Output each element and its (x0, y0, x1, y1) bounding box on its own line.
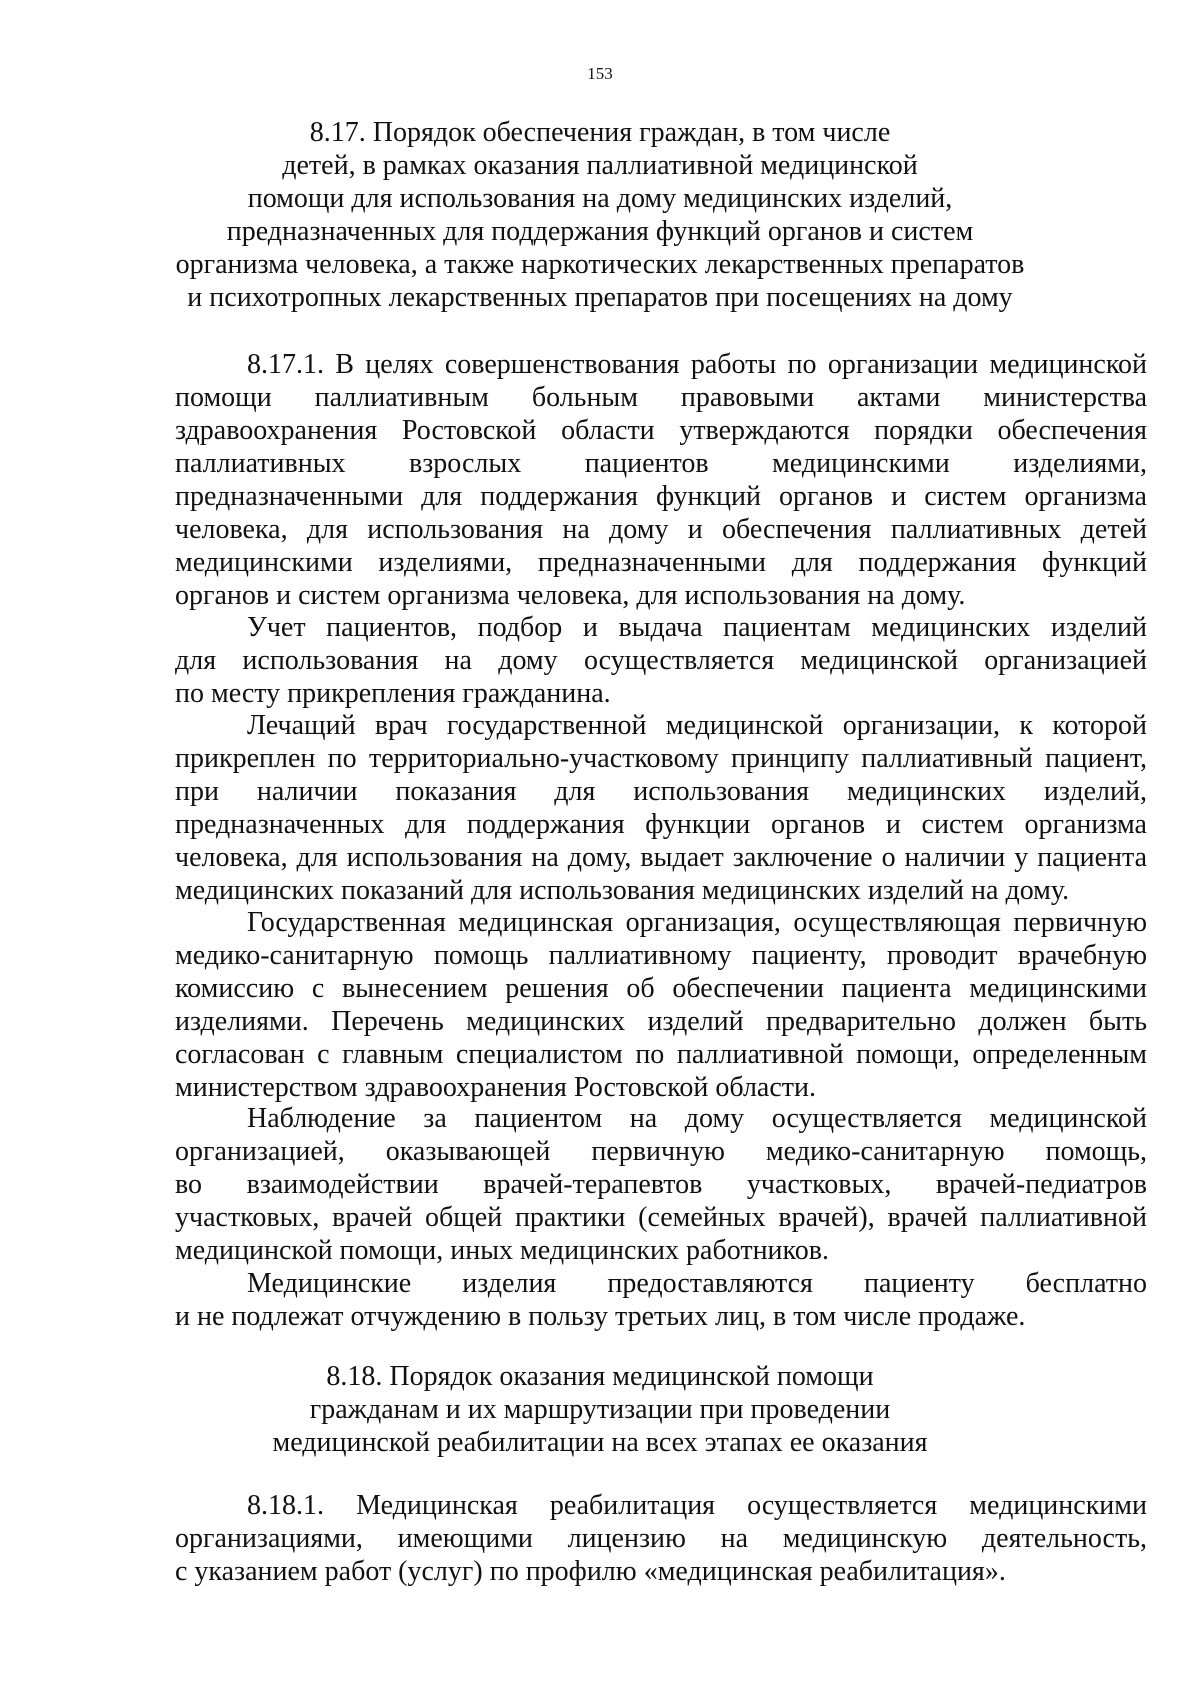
text-line: организацией, оказывающей первичную медико-санитарную помощь, (175, 1136, 1147, 1167)
text-line: Наблюдение за пациентом на дому осуществляется медицинской (247, 1103, 1147, 1134)
text-line: участковых, врачей общей практики (семейных врачей), врачей паллиативной (175, 1202, 1147, 1233)
text-line: медицинскими изделиями, предназначенными для поддержания функций (175, 547, 1147, 578)
text-line: помощи паллиативным больным правовыми актами министерства (175, 382, 1147, 413)
text-line: Учет пациентов, подбор и выдача пациентам медицинских изделий (247, 612, 1147, 643)
paragraph-home-monitoring (175, 1102, 1147, 1267)
text-line: медицинской помощи, иных медицинских работников. (175, 1235, 829, 1266)
text-line: по месту прикрепления гражданина. (175, 678, 611, 709)
text-line: медико-санитарную помощь паллиативному пациенту, проводит врачебную (175, 940, 1147, 971)
paragraph-free-of-charge (175, 1267, 1147, 1333)
heading-line: медицинской реабилитации на всех этапах ее оказания (272, 1427, 928, 1458)
text-line: предназначенными для поддержания функций органов и систем организма (175, 481, 1147, 512)
text-line: медицинских показаний для использования медицинских изделий на дому. (175, 875, 1070, 906)
text-line: Государственная медицинская организация, осуществляющая первичную (247, 907, 1147, 938)
text-line: человека, для использования на дому, выдает заключение о наличии у пациента (175, 842, 1147, 873)
paragraph-8-17-1 (175, 348, 1147, 612)
heading-line: 8.17. Порядок обеспечения граждан, в том числе (309, 117, 891, 148)
heading-line: 8.18. Порядок оказания медицинской помощи (326, 1361, 874, 1392)
text-line: паллиативных взрослых пациентов медицинскими изделиями, (175, 448, 1147, 479)
text-line: министерством здравоохранения Ростовской области. (175, 1072, 817, 1103)
heading-line: гражданам и их маршрутизации при проведении (309, 1394, 891, 1425)
page-number: 153 (587, 64, 613, 83)
heading-line: организма человека, а также наркотических лекарственных препаратов (175, 249, 1025, 280)
section-8-18-heading (0, 1360, 1200, 1459)
heading-line: и психотропных лекарственных препаратов при посещениях на дому (187, 282, 1013, 313)
text-line: предназначенных для поддержания функции органов и систем организма (175, 809, 1147, 840)
text-line: человека, для использования на дому и обеспечения паллиативных детей (175, 514, 1147, 545)
heading-line: детей, в рамках оказания паллиативной медицинской (282, 150, 918, 181)
text-line: 8.18.1. Медицинская реабилитация осуществляется медицинскими (247, 1490, 1147, 1521)
paragraph-8-18-1 (175, 1489, 1147, 1588)
text-line: 8.17.1. В целях совершенствования работы по организации медицинской (247, 349, 1147, 380)
paragraph-attending-physician (175, 709, 1147, 907)
paragraph-medical-commission (175, 906, 1147, 1104)
text-line: с указанием работ (услуг) по профилю «медицинская реабилитация». (175, 1556, 1006, 1587)
text-line: комиссию с вынесением решения об обеспечении пациента медицинскими (175, 973, 1147, 1004)
text-line: организациями, имеющими лицензию на медицинскую деятельность, (175, 1523, 1147, 1554)
text-line: для использования на дому осуществляется медицинской организацией (175, 645, 1147, 676)
heading-line: предназначенных для поддержания функций органов и систем (226, 216, 974, 247)
text-line: здравоохранения Ростовской области утверждаются порядки обеспечения (175, 415, 1147, 446)
text-line: Медицинские изделия предоставляются пациенту бесплатно (247, 1268, 1147, 1299)
text-line: и не подлежат отчуждению в пользу третьих лиц, в том числе продаже. (175, 1301, 1026, 1332)
text-line: согласован с главным специалистом по паллиативной помощи, определенным (175, 1039, 1147, 1070)
text-line: органов и систем организма человека, для использования на дому. (175, 580, 966, 611)
text-line: изделиями. Перечень медицинских изделий предварительно должен быть (175, 1006, 1147, 1037)
text-line: прикреплен по территориально-участковому принципу паллиативный пациент, (175, 743, 1147, 774)
text-line: Лечащий врач государственной медицинской организации, к которой (247, 710, 1147, 741)
text-line: при наличии показания для использования медицинских изделий, (175, 776, 1147, 807)
heading-line: помощи для использования на дому медицинских изделий, (247, 183, 953, 214)
section-8-17-heading (0, 116, 1200, 314)
text-line: во взаимодействии врачей-терапевтов участковых, врачей-педиатров (175, 1169, 1147, 1200)
paragraph-patient-registration (175, 611, 1147, 710)
